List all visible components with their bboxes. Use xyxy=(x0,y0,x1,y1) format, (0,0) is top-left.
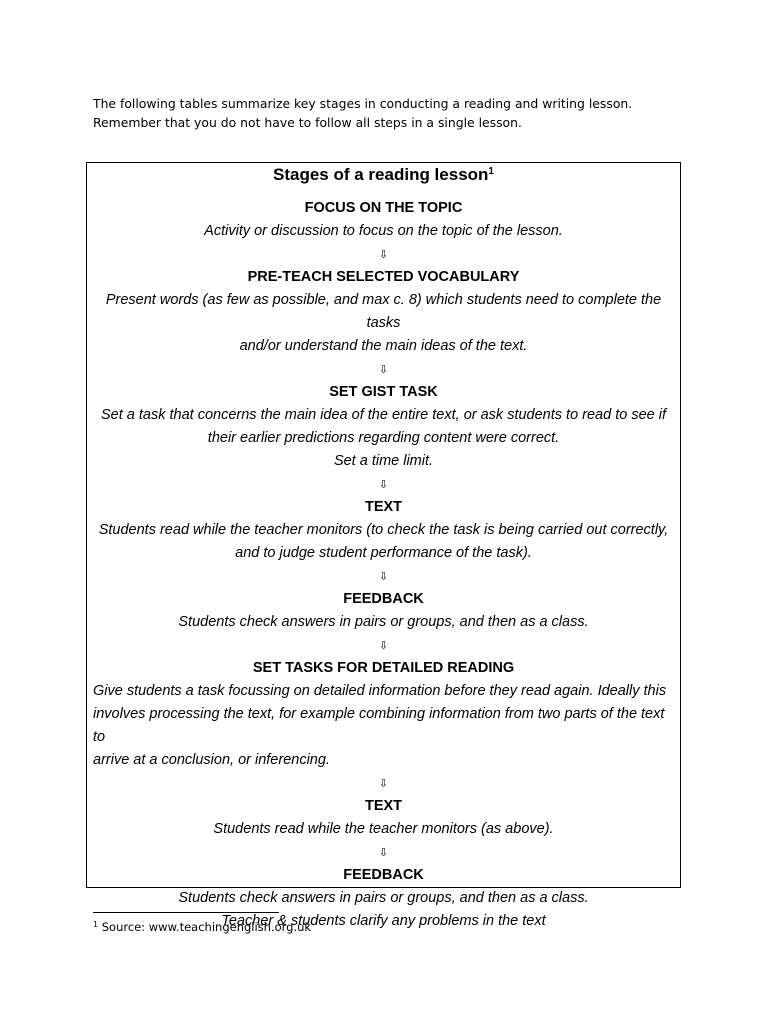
stage-description-set-gist-task xyxy=(87,404,680,473)
stage-heading-text-second: TEXT xyxy=(364,798,403,814)
stage-heading-pre-teach-vocabulary: PRE-TEACH SELECTED VOCABULARY xyxy=(247,269,520,285)
stage-heading-focus-topic: FOCUS ON THE TOPIC xyxy=(304,200,463,216)
stage-description-detailed-reading xyxy=(87,680,680,772)
footnote-divider xyxy=(93,912,279,913)
stage-heading-detailed-reading: SET TASKS FOR DETAILED READING xyxy=(252,660,515,676)
intro-line-1: The following tables summarize key stages in conducting a reading and writing lesson. xyxy=(93,96,633,111)
down-arrow-icon: ⇩ xyxy=(378,777,389,790)
description-line: Activity or discussion to focus on the topic of the lesson. xyxy=(204,223,563,239)
description-line: Set a time limit. xyxy=(333,453,434,469)
description-line: arrive at a conclusion, or inferencing. xyxy=(93,752,330,768)
footnote-source-text: Source: www.teachingenglish.org.uk xyxy=(98,920,312,934)
footnote xyxy=(93,919,311,935)
down-arrow-icon: ⇩ xyxy=(378,570,389,583)
description-line: Students check answers in pairs or groups, and then as a class. xyxy=(178,890,589,906)
intro-line-2: Remember that you do not have to follow all steps in a single lesson. xyxy=(93,115,522,130)
stage-heading-set-gist-task: SET GIST TASK xyxy=(329,384,438,400)
description-line: Give students a task focussing on detailed information before they read again. Ideally this xyxy=(93,683,667,699)
description-line: their earlier predictions regarding content were correct. xyxy=(207,430,560,446)
footnote-ref: 1 xyxy=(488,166,494,177)
down-arrow-icon: ⇩ xyxy=(378,639,389,652)
footnote-number: 1 xyxy=(93,920,99,929)
box-title xyxy=(87,164,680,186)
description-line: Students read while the teacher monitors (as above). xyxy=(213,821,554,837)
description-line: Teacher & students clarify any problems in the text xyxy=(221,913,546,929)
down-arrow-icon: ⇩ xyxy=(378,248,389,261)
description-line: Present words (as few as possible, and max c. 8) which students need to complete the tasks xyxy=(105,292,662,331)
description-line: Set a task that concerns the main idea of the entire text, or ask students to read to see if xyxy=(100,407,666,423)
description-line: Students check answers in pairs or groups, and then as a class. xyxy=(178,614,589,630)
intro-paragraph xyxy=(93,94,675,132)
description-line: involves processing the text, for example combining information from two parts of the text to xyxy=(93,706,665,745)
stage-heading-text: TEXT xyxy=(364,499,403,515)
stage-heading-feedback: FEEDBACK xyxy=(343,591,424,607)
stage-description-text-second xyxy=(87,818,680,841)
stage-description-focus-topic xyxy=(87,220,680,243)
description-line: and/or understand the main ideas of the text. xyxy=(239,338,528,354)
down-arrow-icon: ⇩ xyxy=(378,363,389,376)
stage-description-feedback xyxy=(87,611,680,634)
stage-heading-feedback-second: FEEDBACK xyxy=(343,867,424,883)
down-arrow-icon: ⇩ xyxy=(378,846,389,859)
stage-description-pre-teach-vocabulary xyxy=(87,289,680,358)
down-arrow-icon: ⇩ xyxy=(378,478,389,491)
description-line: and to judge student performance of the task). xyxy=(235,545,532,561)
box-title-text: Stages of a reading lesson xyxy=(273,165,489,184)
description-line: Students read while the teacher monitors (to check the task is being carried out correctly, xyxy=(98,522,669,538)
stage-description-text xyxy=(87,519,680,565)
